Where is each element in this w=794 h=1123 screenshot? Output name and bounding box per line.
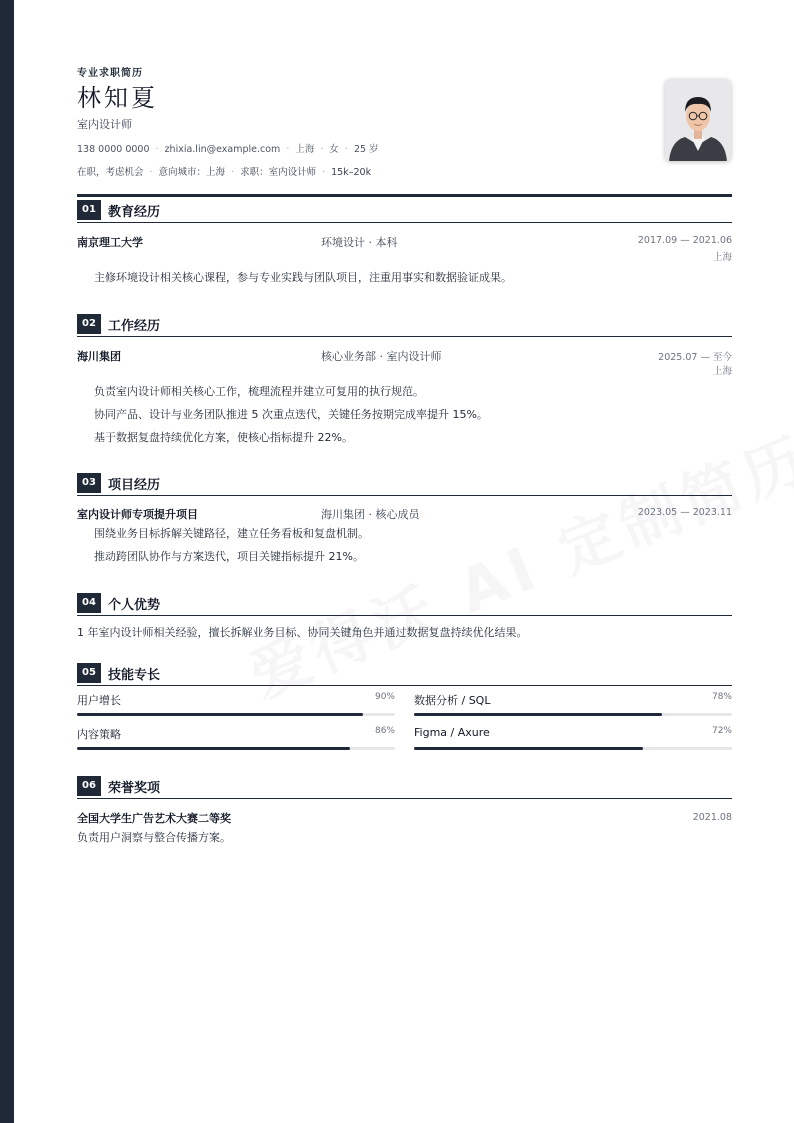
profile-photo <box>665 79 731 161</box>
section-title: 荣誉奖项 <box>108 781 161 796</box>
target-city: 意向城市：上海 <box>158 167 226 178</box>
section-number: 02 <box>77 314 101 334</box>
city: 上海 <box>295 144 315 155</box>
resume-header <box>77 0 732 188</box>
work-date: 2025.07 — 至今 <box>658 352 732 363</box>
skills-section <box>77 659 732 758</box>
contact-line: 138 0000 0000 · zhixia.lin@example.com · 上海 · 女 · 25 岁 <box>77 144 379 155</box>
skill-name: 用户增长 <box>77 694 121 707</box>
section-title: 技能专长 <box>108 668 161 683</box>
education-section <box>77 196 732 289</box>
section-header <box>77 196 732 223</box>
company-name: 海川集团 <box>77 350 121 363</box>
section-number: 04 <box>77 593 101 613</box>
work-bullet: 负责室内设计师相关核心工作，梳理流程并建立可复用的执行规范。 <box>94 385 424 398</box>
resume-kicker: 专业求职简历 <box>77 68 143 79</box>
awards-section <box>77 772 732 845</box>
project-date: 2023.05 — 2023.11 <box>637 507 732 518</box>
project-bullet: 推动跨团队协作与方案迭代，项目关键指标提升 21%。 <box>94 550 364 563</box>
section-title: 教育经历 <box>108 205 161 220</box>
award-title: 全国大学生广告艺术大赛二等奖 <box>77 812 231 825</box>
work-location: 上海 <box>712 366 732 377</box>
skill-name: Figma / Axure <box>414 726 490 739</box>
skill-name: 数据分析 / SQL <box>414 694 491 707</box>
expected-salary: 15k–20k <box>331 167 372 178</box>
award-entry <box>77 809 732 827</box>
department-position: 核心业务部 · 室内设计师 <box>321 350 442 363</box>
phone: 138 0000 0000 <box>77 144 150 155</box>
section-title: 项目经历 <box>108 478 161 493</box>
project-section <box>77 469 732 568</box>
section-number: 01 <box>77 200 101 220</box>
section-number: 05 <box>77 663 101 683</box>
skill-bar-fill <box>77 713 363 716</box>
skill-name: 内容策略 <box>77 728 121 741</box>
skill-item <box>77 720 395 750</box>
award-date: 2021.08 <box>692 812 732 823</box>
skill-item <box>414 720 732 750</box>
education-date: 2017.09 — 2021.06 <box>637 235 732 246</box>
work-bullet: 协同产品、设计与业务团队推进 5 次重点迭代，关键任务按期完成率提升 15%。 <box>94 408 488 421</box>
skill-bar-fill <box>414 713 662 716</box>
award-description: 负责用户洞察与整合传播方案。 <box>77 831 231 844</box>
age: 25 岁 <box>353 144 379 155</box>
school-name: 南京理工大学 <box>77 236 143 249</box>
skill-item <box>77 686 395 716</box>
section-title: 工作经历 <box>108 319 161 334</box>
candidate-name: 林知夏 <box>77 84 158 112</box>
left-accent-bar <box>0 0 14 1123</box>
job-status: 在职，考虑机会 <box>77 167 144 178</box>
education-entry <box>77 230 732 250</box>
skill-bar-track <box>77 747 395 750</box>
gender: 女 <box>329 144 339 155</box>
skill-percent: 78% <box>711 692 732 702</box>
work-section <box>77 310 732 449</box>
major-degree: 环境设计 · 本科 <box>321 236 398 249</box>
candidate-role: 室内设计师 <box>77 118 132 131</box>
section-number: 06 <box>77 776 101 796</box>
skill-percent: 72% <box>711 726 732 736</box>
section-header <box>77 469 732 496</box>
strengths-text: 1 年室内设计师相关经验，擅长拆解业务目标、协同关键角色并通过数据复盘持续优化结果。 <box>77 626 528 639</box>
work-bullet: 基于数据复盘持续优化方案，使核心指标提升 22%。 <box>94 431 353 444</box>
project-bullet: 围绕业务目标拆解关键路径，建立任务看板和复盘机制。 <box>94 527 369 540</box>
skill-percent: 86% <box>374 726 395 736</box>
skill-bar-fill <box>77 747 350 750</box>
skill-bar-fill <box>414 747 643 750</box>
job-intent-line: 在职，考虑机会 · 意向城市：上海 · 求职：室内设计师 · 15k–20k <box>77 167 372 178</box>
strengths-section <box>77 589 732 640</box>
section-header <box>77 310 732 337</box>
project-role: 海川集团 · 核心成员 <box>321 508 420 521</box>
skill-bar-track <box>77 713 395 716</box>
section-header <box>77 589 732 616</box>
section-header <box>77 772 732 799</box>
skill-bar-track <box>414 747 732 750</box>
section-header <box>77 659 732 686</box>
skills-grid <box>77 686 732 758</box>
section-number: 03 <box>77 473 101 493</box>
education-location: 上海 <box>712 252 732 263</box>
email: zhixia.lin@example.com <box>164 144 281 155</box>
work-entry <box>77 344 732 364</box>
resume-page <box>77 0 732 844</box>
target-position: 求职：室内设计师 <box>240 167 317 178</box>
section-title: 个人优势 <box>108 598 161 613</box>
education-description: 主修环境设计相关核心课程，参与专业实践与团队项目，注重用事实和数据验证成果。 <box>94 271 512 284</box>
project-entry <box>77 502 732 522</box>
skill-item <box>414 686 732 716</box>
project-name: 室内设计师专项提升项目 <box>77 508 198 521</box>
skill-percent: 90% <box>374 692 395 702</box>
skill-bar-track <box>414 713 732 716</box>
